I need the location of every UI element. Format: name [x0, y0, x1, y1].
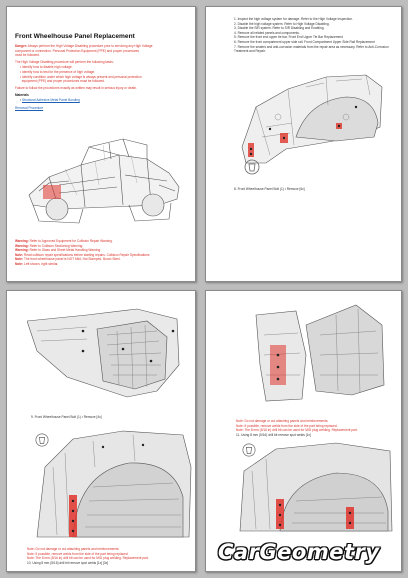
bullet-item: • Identify how to test for the presence of high voltage.	[20, 69, 96, 74]
note-item: Note: Left shown, right similar.	[15, 261, 59, 266]
recycle-bin-icon	[35, 433, 49, 447]
danger-block	[15, 44, 193, 110]
step-item: 1. Inspect the high voltage system for damage. Refer to the High Voltage Inspection.	[234, 17, 353, 21]
danger-label: Danger:	[15, 44, 28, 48]
rail-illustration	[236, 295, 386, 405]
manual-page-1	[6, 6, 196, 282]
materials-list: • Structural Adhesive Metal Panel Bonding	[20, 97, 80, 102]
warning-item: Warning: Refer to Approved Equipment for Collision Repair Warning.	[15, 239, 113, 243]
steps-list	[234, 17, 399, 54]
cargeometry-watermark: CarGeometry	[218, 540, 380, 564]
note-item: Note: The 8 mm (5/16 in) drill bit can be used for MIG plug welding. Replacement part.	[236, 428, 358, 433]
note-item: Note: The 8 mm (5/16 in) drill bit can be used for MIG plug welding. Replacement part.	[27, 556, 149, 561]
step-item: 2. Disable the high voltage system. Refer to High Voltage Disabling.	[234, 21, 330, 26]
car-body-illustration	[19, 125, 187, 229]
note-item: Note: Read collision repair specifications before starting repairs. Collision Repair Specifications	[15, 252, 150, 257]
warnings-list	[15, 239, 193, 267]
spot-weld-illustration	[33, 427, 193, 545]
danger-text-2: component or connection. Personal Protection Equipment (PPE) and proper procedures	[15, 48, 140, 53]
danger-text-4: The High Voltage Disabling procedure will perform the following tasks:	[15, 59, 114, 64]
note-item: Note: Do not damage or cut attaching panels and reinforcements.	[236, 419, 329, 423]
note-item: Note: If possible, remove welds from the side of the part being replaced.	[236, 423, 338, 428]
removal-procedure-link[interactable]: Removal Procedure	[15, 105, 44, 110]
manual-page-2	[205, 6, 402, 282]
step-item: 5. Remove the front end upper tie bar. Front End Upper Tie Bar Replacement	[234, 35, 343, 40]
materials-item-link[interactable]: Structural Adhesive Metal Panel Bonding	[22, 97, 80, 102]
danger-text-3: must be followed.	[15, 53, 40, 58]
warning-item: Warning: Refer to Glass and Sheet Metal Handling Warning.	[15, 248, 102, 253]
step-11-notes	[236, 419, 400, 437]
panel-bolts-illustration	[27, 291, 187, 401]
step-item: 6. Remove the front compartment upper side rail. Front Compartment Upper Side Rail Replacement	[234, 39, 375, 44]
step-item: 7. Remove the sealers and anti-corrosion materials from the repair area as necessary. Refer to Anti-Corrosion Treatment and Repair.	[234, 44, 389, 54]
note-item: Note: If possible, remove welds from the side of the part being replaced.	[27, 551, 129, 556]
wheelhouse-weld-illustration	[236, 441, 396, 533]
materials-heading: Materials	[15, 93, 29, 98]
recycle-bin-icon	[244, 159, 260, 175]
manual-page-3	[6, 290, 196, 572]
step-item: 4. Remove all related panels and components.	[234, 30, 300, 35]
step-9: 9. Front Wheelhouse Panel Bolt (1) • Remove [4x]	[31, 415, 102, 419]
warning-item: Warning: Refer to Collision Sectioning Warning.	[15, 243, 84, 248]
note-item: Note: Do not damage or cut attaching panels and reinforcements.	[27, 547, 120, 551]
step-item: 3. Disable the SIR system. Refer to SIR Disabling and Enabling.	[234, 26, 325, 31]
step-11: 11. Using 8 mm (5/16) drill bit remove spot welds [1x]	[236, 432, 311, 437]
bullet-item: equipment (PPE) and proper procedures must be followed.	[21, 79, 105, 84]
danger-text-1: Always perform the High Voltage Disabling procedure prior to servicing any High Voltage	[27, 44, 153, 48]
bullet-item: • Identify how to disable high voltage.	[20, 65, 73, 70]
page-title: Front Wheelhouse Panel Replacement	[15, 33, 135, 40]
bullet-item: • Identify condition under which high voltage is always present and personal protection	[20, 74, 142, 79]
note-item: Note: The front wheelhouse panel is NOT Mild, Hot Stamped, Boron Steel.	[15, 257, 121, 262]
danger-bullets	[15, 65, 193, 83]
step-10: 10. Using 8 mm (5/16) drill bit remove spot welds [1x] [3x]	[27, 560, 109, 565]
step-8: 8. Front Wheelhouse Panel Bolt (1) • Remove [6x]	[234, 187, 305, 191]
manual-page-4	[205, 290, 402, 572]
danger-text-5: Failure to follow the procedures exactly as written may result in serious injury or death.	[15, 85, 137, 90]
step-10-notes	[27, 547, 193, 565]
recycle-bin-icon	[242, 443, 256, 457]
